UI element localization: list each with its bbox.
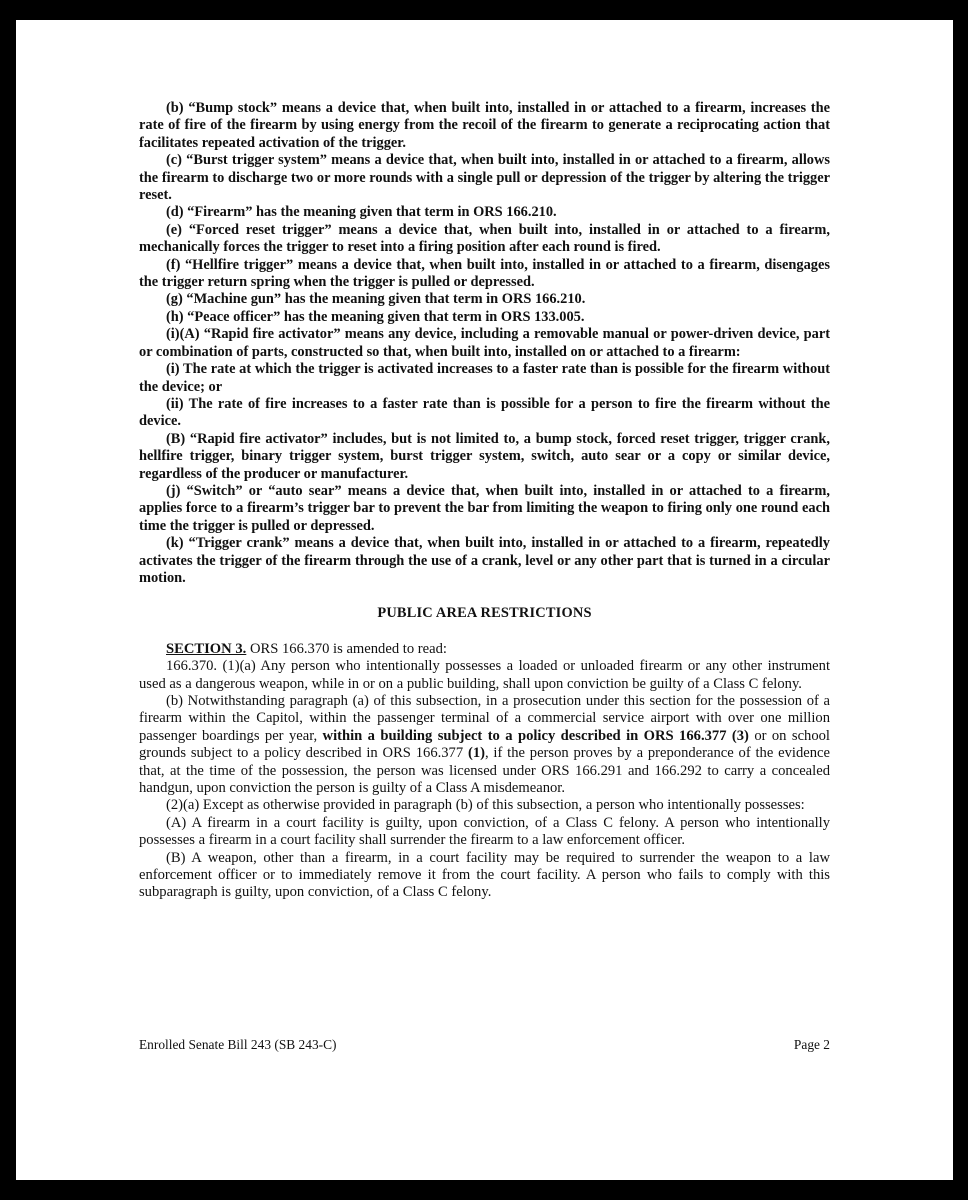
section-heading: PUBLIC AREA RESTRICTIONS <box>377 605 592 622</box>
section-3-paragraph-5: (B) A weapon, other than a firearm, in a court facility may be required to surrender the weapon to a law enforcement officer or to immediately remove it from the court facility. A person who fails to comply with this subparagraph is guilty, upon conviction, of a Class C felony. <box>139 849 830 901</box>
definition-bump-stock: (b) “Bump stock” means a device that, when built into, installed in or attached to a firearm, increases the rate of fire of the firearm by using energy from the recoil of the firearm to generate a reciprocating action that facilitates repeated activation of the trigger. <box>139 100 830 151</box>
definition-rapid-fire-activator-ii: (ii) The rate of fire increases to a faster rate than is possible for a person to fire the firearm without the device. <box>139 395 830 430</box>
section-3-label: SECTION 3. <box>166 640 247 657</box>
document-page <box>16 20 953 1180</box>
definitions-block <box>139 100 830 587</box>
definition-hellfire-trigger: (f) “Hellfire trigger” means a device that, when built into, installed in or attached to a firearm, disengages the trigger return spring when the trigger is pulled or depressed. <box>139 256 830 291</box>
definition-burst-trigger-system: (c) “Burst trigger system” means a device that, when built into, installed in or attached to a firearm, allows the firearm to discharge two or more rounds with a single pull or depression of the trigger by altering the trigger reset. <box>139 152 830 204</box>
definition-switch-auto-sear: (j) “Switch” or “auto sear” means a device that, when built into, installed in or attached to a firearm, applies force to a firearm’s trigger bar to prevent the bar from limiting the weapon to firing only one round each time the trigger is pulled or depressed. <box>139 482 830 534</box>
p2-text-c: or on school grounds subject to a policy described in ORS 166.377 <box>139 727 830 762</box>
definition-machine-gun: (g) “Machine gun” has the meaning given that term in ORS 166.210. <box>166 291 586 308</box>
definition-forced-reset-trigger: (e) “Forced reset trigger” means a device that, when built into, installed in or attached to a firearm, mechanically forces the trigger to reset into a firing position after each round is fired. <box>139 221 830 256</box>
section-3-intro-text: ORS 166.370 is amended to read: <box>246 640 447 657</box>
definition-trigger-crank: (k) “Trigger crank” means a device that, when built into, installed in or attached to a firearm, repeatedly activates the trigger of the firearm through the use of a crank, level or any other part that is turned in a circular motion. <box>139 535 830 586</box>
footer-page-number: Page 2 <box>793 1037 830 1052</box>
document-body <box>139 100 830 902</box>
definition-rapid-fire-activator: (i)(A) “Rapid fire activator” means any device, including a removable manual or power-driven device, part or combination of parts, constructed so that, when built into, installed on or attached to a firearm: <box>139 326 830 360</box>
page-footer <box>139 1037 830 1053</box>
section-3-paragraph-2 <box>139 693 830 797</box>
p2-amendment-text: within a building subject to a policy described in ORS 166.377 (3) <box>317 727 749 744</box>
section-3-paragraph-4: (A) A firearm in a court facility is guilty, upon conviction, of a Class C felony. A person who intentionally possesses a firearm in a court facility shall surrender the firearm to a law enforcement officer. <box>139 814 830 849</box>
definition-firearm: (d) “Firearm” has the meaning given that term in ORS 166.210. <box>166 204 557 221</box>
definition-rapid-fire-activator-i: (i) The rate at which the trigger is activated increases to a faster rate than is possible for the firearm without the device; or <box>139 361 830 395</box>
p2-text-e: , if the person proves by a preponderance of the evidence that, at the time of the possession, the person was licensed under ORS 166.291 and 166.292 to carry a concealed handgun, upon conviction the person is guilty of a Class A misdemeanor. <box>139 745 830 797</box>
definition-peace-officer: (h) “Peace officer” has the meaning given that term in ORS 133.005. <box>166 308 585 325</box>
section-3-paragraph-3: (2)(a) Except as otherwise provided in paragraph (b) of this subsection, a person who intentionally possesses: <box>166 797 805 814</box>
section-3-paragraph-1: 166.370. (1)(a) Any person who intentionally possesses a loaded or unloaded firearm or any other instrument used as a dangerous weapon, while in or on a public building, shall upon conviction be guilty of a Class C felony. <box>139 658 830 692</box>
definition-rapid-fire-activator-b: (B) “Rapid fire activator” includes, but is not limited to, a bump stock, forced reset trigger, trigger crank, hellfire trigger, binary trigger system, burst trigger system, switch, auto sear or a copy or similar device, regardless of the producer or manufacturer. <box>139 430 830 482</box>
p2-text-a: (b) Notwithstanding paragraph (a) of this subsection, in a prosecution under this section for the possession of a firearm within the Capitol, within the passenger terminal of a commercial service airport with over one million passenger boardings per year, <box>139 693 830 744</box>
footer-bill-name: Enrolled Senate Bill 243 (SB 243-C) <box>139 1037 337 1052</box>
section-3-intro <box>139 641 830 658</box>
section-3-block <box>139 641 830 902</box>
p2-amendment-ref: (1) <box>467 745 485 762</box>
